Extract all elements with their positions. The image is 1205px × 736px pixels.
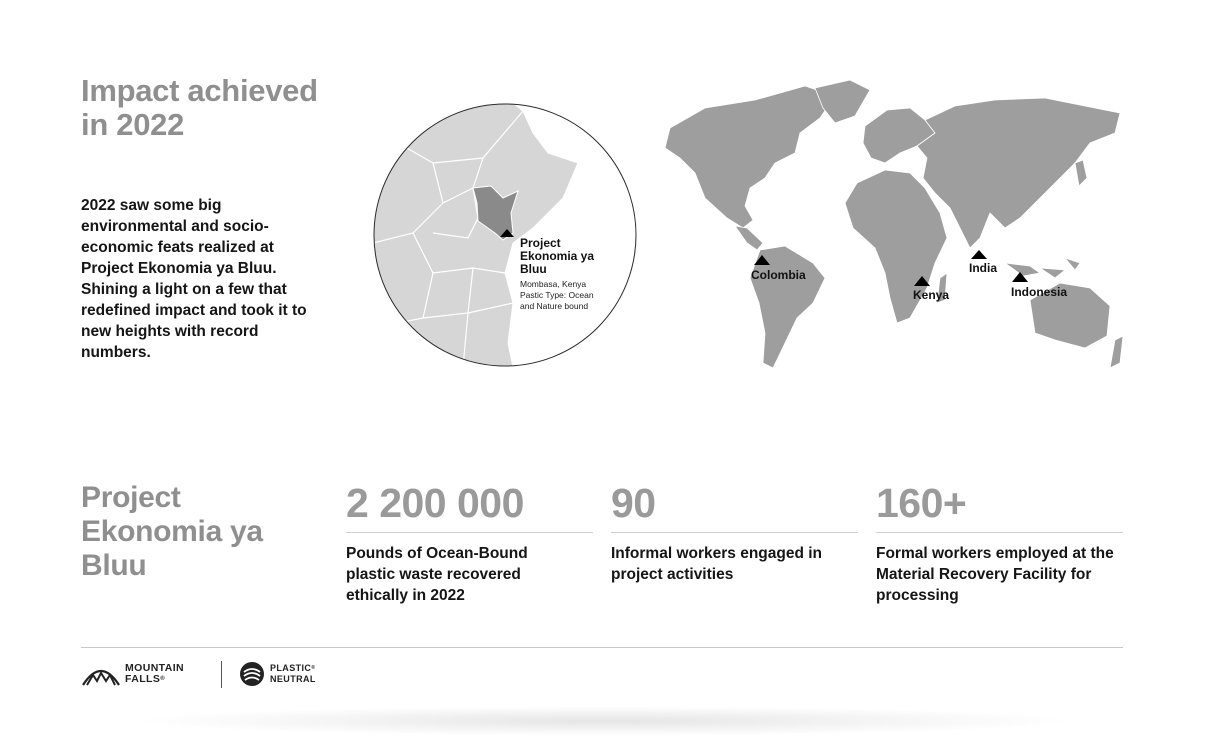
japan xyxy=(1075,160,1087,186)
stat-description: Pounds of Ocean-Bound plastic waste recovered ethically in 2022 xyxy=(346,545,528,604)
logo-registered-mark: ® xyxy=(160,676,166,682)
marker-label-india: India xyxy=(969,261,998,275)
india-marker-icon xyxy=(971,250,987,259)
stat-description: Formal workers employed at the Material Recovery Facility for processing xyxy=(876,545,1114,604)
inset-location: Mombasa, Kenya xyxy=(520,279,587,289)
stat-divider xyxy=(346,532,593,533)
mountain-falls-logo xyxy=(81,661,184,687)
inset-title-line3: Bluu xyxy=(520,262,547,276)
stat-pounds-recovered xyxy=(346,481,593,606)
stat-formal-workers xyxy=(876,481,1123,606)
stat-informal-workers xyxy=(611,481,858,585)
indonesia xyxy=(1005,258,1080,278)
world-map xyxy=(635,78,1130,378)
inset-title-line2: Ekonomia ya xyxy=(520,249,595,263)
mountain-logo-icon xyxy=(81,661,121,687)
greenland xyxy=(815,80,870,123)
stat-value: 90 xyxy=(611,480,656,526)
stat-value: 2 200 000 xyxy=(346,480,524,526)
plastic-text-line1: PLASTIC xyxy=(270,663,312,673)
central-america xyxy=(735,226,763,250)
marker-label-colombia: Colombia xyxy=(751,268,806,282)
plastic-neutral-logo xyxy=(239,661,316,687)
asia xyxy=(917,98,1120,248)
marker-label-indonesia: Indonesia xyxy=(1011,285,1068,299)
marker-label-kenya: Kenya xyxy=(913,288,950,302)
plastic-text-line2: NEUTRAL xyxy=(270,674,316,684)
east-africa-inset-map xyxy=(373,103,637,367)
page-headline: Impact achieved in 2022 xyxy=(81,73,318,142)
stat-description: Informal workers engaged in project activities xyxy=(611,545,823,583)
logo-text-line1: MOUNTAIN xyxy=(125,662,184,674)
stat-value: 160+ xyxy=(876,480,967,526)
logo-text-line2: FALLS xyxy=(125,673,161,685)
inset-title-line1: Project xyxy=(520,236,561,250)
footer-divider xyxy=(81,647,1123,648)
intro-paragraph: 2022 saw some big environmental and socio-economic feats realized at Project Ekonomia ya Bluu. Shining a light on a few that redefined impact and took it to new heights with record numbers. xyxy=(81,197,307,361)
plastic-neutral-logo-icon xyxy=(239,661,265,687)
stat-divider xyxy=(611,532,858,533)
logo-separator xyxy=(221,661,222,688)
new-zealand xyxy=(1110,336,1123,368)
inset-type-line2: and Nature bound xyxy=(520,301,589,311)
stat-divider xyxy=(876,532,1123,533)
page-bottom-shadow xyxy=(130,706,1080,736)
inset-type-line1: Pastic Type: Ocean xyxy=(520,290,594,300)
plastic-registered-mark: ® xyxy=(311,665,316,671)
north-america xyxy=(665,86,835,228)
project-title: Project Ekonomia ya Bluu xyxy=(81,481,263,582)
